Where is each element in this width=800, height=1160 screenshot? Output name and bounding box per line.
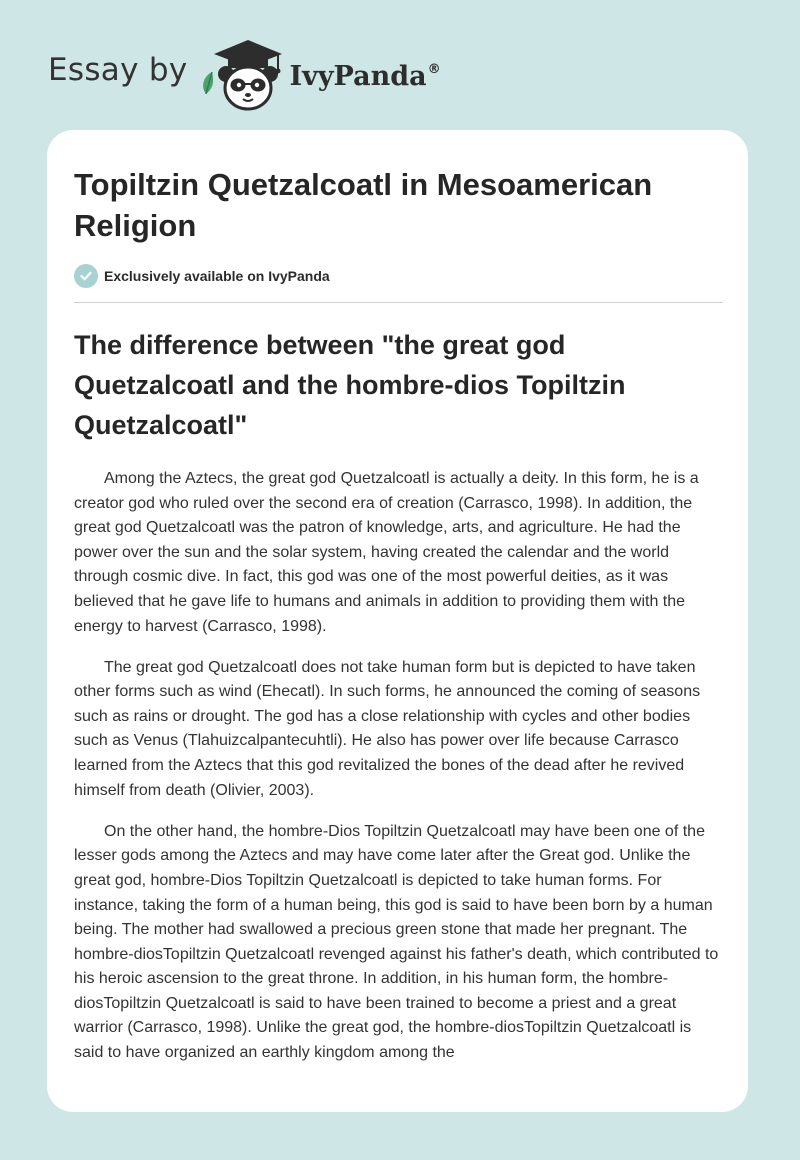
essay-body <box>74 467 724 1066</box>
registered-mark: ® <box>427 61 441 77</box>
exclusive-label: Exclusively available on IvyPanda <box>104 268 330 284</box>
essay-card <box>47 130 748 1112</box>
essay-content <box>74 164 724 1082</box>
brand-name <box>290 61 441 92</box>
brand-prefix: Essay by <box>48 52 188 88</box>
panda-graduate-icon <box>198 36 288 112</box>
check-icon <box>74 264 98 288</box>
paragraph: Among the Aztecs, the great god Quetzalcoatl is actually a deity. In this form, he is a creator god who ruled over the second era of creation (Carrasco, 1998). In addition, the great god Quetzalcoatl was the patron of knowledge, arts, and agriculture. He had the power over the sun and the solar system, having created the calendar and the world through cosmic dive. In fact, this god was one of the most powerful deities, as it was believed that he gave life to humans and animals in addition to providing them with the energy to harvest (Carrasco, 1998). <box>74 470 699 635</box>
brand-header <box>48 34 441 114</box>
divider <box>74 302 723 303</box>
paragraph: The great god Quetzalcoatl does not take human form but is depicted to have taken other forms such as wind (Ehecatl). In such forms, he announced the coming of seasons such as rains or drought. The god has a close relationship with cycles and other bodies such as Venus (Tlahuizcalpantecuhtli). He also has power over life because Carrasco learned from the Aztecs that this god revitalized the bones of the dead after he revived himself from death (Olivier, 2003). <box>74 658 701 799</box>
brand-name-text: IvyPanda <box>289 60 427 92</box>
paragraph: On the other hand, the hombre-Dios Topiltzin Quetzalcoatl may have been one of the lesser gods among the Aztecs and may have come later after the Great god. Unlike the great god, hombre-Dios Topiltzin Quetzalcoatl is depicted to take human forms. For instance, taking the form of a human being, this god is said to have been born by a human being. The mother had swallowed a precious green stone that made her pregnant. The hombre-diosTopiltzin Quetzalcoatl revenged against his father's death, which contributed to his heroic ascension to the great throne. In addition, in his human form, the hombre-diosTopiltzin Quetzalcoatl is said to have been trained to become a priest and a great warrior (Carrasco, 1998). Unlike the great god, the hombre-diosTopiltzin Quetzalcoatl is said to have organized an earthly kingdom among the <box>74 822 719 1062</box>
exclusive-badge <box>74 264 724 288</box>
page-title: Topiltzin Quetzalcoatl in Mesoamerican Religion <box>74 167 653 243</box>
section-heading: The difference between "the great god Quetzalcoatl and the hombre-dios Topiltzin Quetzalcoatl" <box>74 330 626 440</box>
